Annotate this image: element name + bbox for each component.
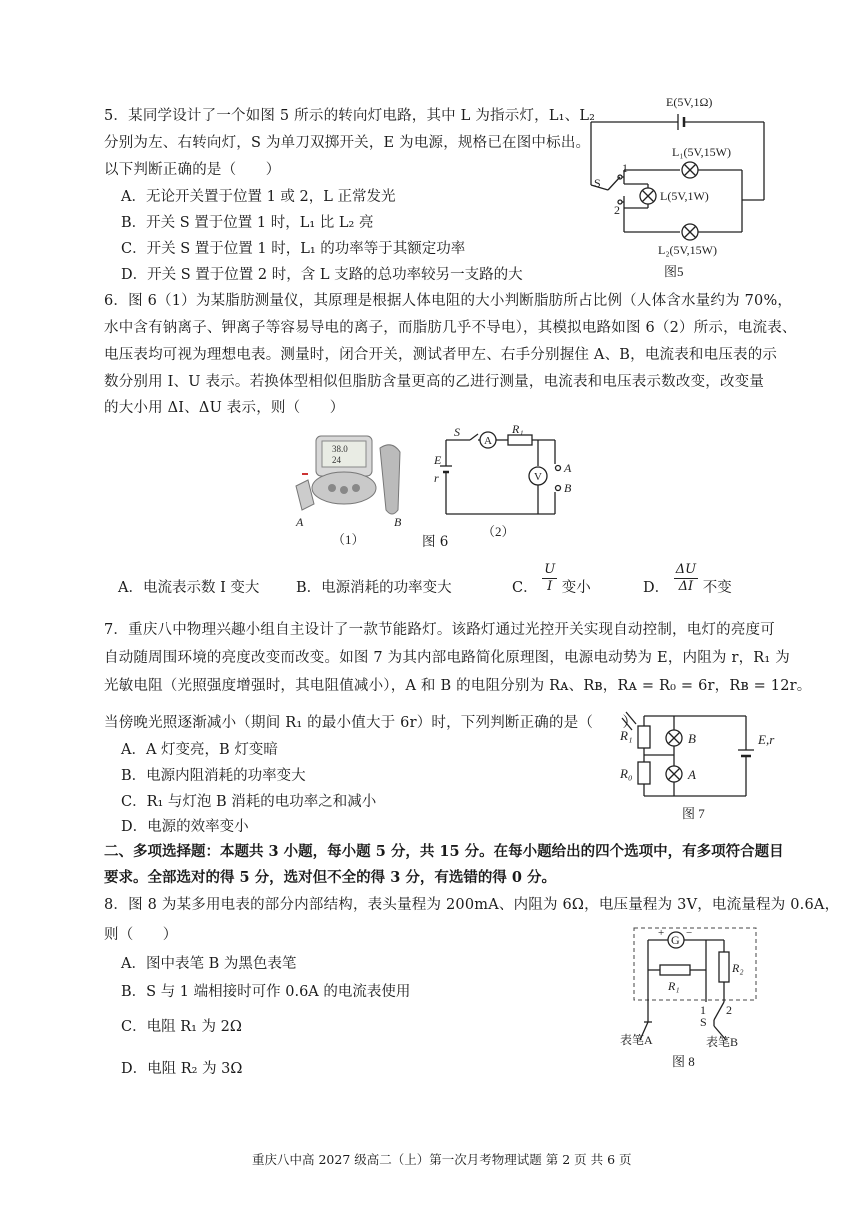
fig5-label-S: S xyxy=(594,176,601,190)
fig5-label-E: E(5V,1Ω) xyxy=(666,95,713,109)
fig6-ammeter: A xyxy=(484,435,492,447)
q7-option-d: D．电源的效率变小 xyxy=(121,819,249,835)
fig8-label-2: 2 xyxy=(726,1003,732,1017)
q6-line-4: 数分别用 I、U 表示。若换体型相似但脂肪含量更高的乙进行测量，电流表和电压表示数改变，改变量 xyxy=(104,374,765,390)
fig6-caption: 图 6 xyxy=(422,534,449,550)
fig6-label-A: A xyxy=(296,515,304,529)
q6-option-c-den: I xyxy=(547,579,553,594)
q8-option-a: A．图中表笔 B 为黑色表笔 xyxy=(121,956,297,972)
fig7-label-R0: R₀ xyxy=(620,766,633,781)
q8-line-2: 则（ ） xyxy=(104,927,178,943)
q6-option-d-num: ΔU xyxy=(675,562,697,577)
fig6-terminal-A: A xyxy=(564,461,572,475)
fig7-label-B: B xyxy=(688,731,696,746)
q7-option-c: C．R₁ 与灯泡 B 消耗的电功率之和减小 xyxy=(121,794,377,810)
fig6-label-r: r xyxy=(434,471,439,485)
q5-line-3: 以下判断正确的是（ ） xyxy=(104,162,281,178)
q6-option-c-suffix: 变小 xyxy=(561,580,591,596)
q6-option-d-den: ΔI xyxy=(678,579,694,594)
fig6-sub-1: （1） xyxy=(332,532,365,547)
fig8-label-S: S xyxy=(700,1015,707,1029)
fig8-label-R2: R₂ xyxy=(732,961,744,975)
q5-option-a: A．无论开关置于位置 1 或 2，L 正常发光 xyxy=(121,189,396,205)
fig8-label-1: 1 xyxy=(700,1003,706,1017)
fig7-caption: 图 7 xyxy=(682,806,705,821)
fig6-label-B: B xyxy=(394,515,402,529)
q6-option-d xyxy=(643,562,732,602)
fig8-label-G: G xyxy=(671,933,680,947)
q7-line-4: 当傍晚光照逐渐减小（期间 R₁ 的最小值大于 6r）时，下列判断正确的是（ ） xyxy=(104,715,638,731)
fig5-label-L: L(5V,1W) xyxy=(660,189,709,203)
q5-line-2: 分别为左、右转向灯，S 为单刀双掷开关，E 为电源，规格已在图中标出。 xyxy=(104,135,591,151)
q6-option-c-prefix: C． xyxy=(512,580,538,596)
q6-option-b: B．电源消耗的功率变大 xyxy=(296,580,452,596)
q6-option-a: A．电流表示数 I 变大 xyxy=(118,580,260,596)
fig6-terminal-B: B xyxy=(564,481,572,495)
fig6-voltmeter: V xyxy=(534,471,542,483)
device-display-1: 38.0 xyxy=(332,444,348,454)
fig5-label-L1: L₁(5V,15W) xyxy=(672,145,731,159)
q6-option-d-suffix: 不变 xyxy=(702,580,732,596)
q6-option-c xyxy=(512,562,591,602)
q5-option-d: D．开关 S 置于位置 2 时，含 L 支路的总功率较另一支路的大 xyxy=(121,267,523,283)
section-2-heading-2: 要求。全部选对的得 5 分，选对但不全的得 3 分，有选错的得 0 分。 xyxy=(104,869,557,886)
fig8-caption: 图 8 xyxy=(672,1054,695,1069)
figure-7-circuit xyxy=(616,706,796,826)
q7-option-a: A．A 灯变亮，B 灯变暗 xyxy=(121,742,278,758)
figure-5-circuit xyxy=(588,92,778,282)
q8-option-d: D．电阻 R₂ 为 3Ω xyxy=(121,1061,243,1077)
section-2-heading-1: 二、多项选择题：本题共 3 小题，每小题 5 分，共 15 分。在每小题给出的四个选项中，有多项符合题目 xyxy=(104,843,784,860)
q6-line-3: 电压表均可视为理想电表。测量时，闭合开关，测试者甲左、右手分别握住 A、B，电流表和电压表的示 xyxy=(104,347,778,363)
fig8-label-plus: + xyxy=(658,927,665,939)
figure-6-circuit xyxy=(430,424,580,550)
q7-line-3: 光敏电阻（光照强度增强时，其电阻值减小），A 和 B 的电阻分别为 Rᴀ、Rʙ，Rᴀ = R₀ = 6r，Rʙ = 12r。 xyxy=(104,678,812,694)
fig5-label-1: 1 xyxy=(622,161,628,175)
q6-option-d-prefix: D． xyxy=(643,580,670,596)
fig7-label-R1: R₁ xyxy=(620,728,633,743)
fig6-sub-2: （2） xyxy=(482,524,515,539)
fig7-label-Er: E,r xyxy=(758,732,775,747)
q5-option-b: B．开关 S 置于位置 1 时，L₁ 比 L₂ 亮 xyxy=(121,215,374,231)
fig7-label-A: A xyxy=(688,767,696,782)
q6-line-5: 的大小用 ΔI、ΔU 表示，则（ ） xyxy=(104,400,345,416)
fig8-pen-B: 表笔B xyxy=(706,1035,739,1049)
q5-option-c: C．开关 S 置于位置 1 时，L₁ 的功率等于其额定功率 xyxy=(121,241,466,257)
figure-8-circuit xyxy=(620,922,770,1072)
device-display-2: 24 xyxy=(332,455,341,465)
q7-line-1: 7．重庆八中物理兴趣小组自主设计了一款节能路灯。该路灯通过光控开关实现自动控制，电灯的亮度可 xyxy=(104,622,775,638)
q8-option-c: C．电阻 R₁ 为 2Ω xyxy=(121,1019,242,1035)
q8-line-1: 8．图 8 为某多用电表的部分内部结构，表头量程为 200mA、内阻为 6Ω，电压量程为 3V，电流量程为 0.6A， xyxy=(104,897,840,913)
q8-option-b: B．S 与 1 端相接时可作 0.6A 的电流表使用 xyxy=(121,984,411,1000)
fig8-label-minus: − xyxy=(686,927,693,939)
q6-option-c-num: U xyxy=(544,562,556,577)
fig5-caption: 图5 xyxy=(664,264,684,279)
fig6-label-S: S xyxy=(454,425,460,439)
figure-6-device xyxy=(288,430,428,550)
q7-option-b: B．电源内阻消耗的功率变大 xyxy=(121,768,306,784)
fig5-label-2: 2 xyxy=(614,203,620,217)
q6-line-2: 水中含有钠离子、钾离子等容易导电的离子，而脂肪几乎不导电），其模拟电路如图 6（2）所示，电流表、 xyxy=(104,320,797,336)
fig8-pen-A: 表笔A xyxy=(620,1033,653,1047)
q7-line-2: 自动随周围环境的亮度改变而改变。如图 7 为其内部电路简化原理图，电源电动势为 E，内阻为 r，R₁ 为 xyxy=(104,650,790,666)
fig8-label-R1: R₁ xyxy=(668,979,680,993)
fig6-label-E: E xyxy=(434,453,442,467)
fig5-label-L2: L₂(5V,15W) xyxy=(658,243,717,257)
page-footer: 重庆八中高 2027 级高二（上）第一次月考物理试题 第 2 页 共 6 页 xyxy=(252,1152,632,1167)
q6-line-1: 6．图 6（1）为某脂肪测量仪，其原理是根据人体电阻的大小判断脂肪所占比例（人体含水量约为 70%， xyxy=(104,293,793,309)
q5-line-1: 5．某同学设计了一个如图 5 所示的转向灯电路，其中 L 为指示灯，L₁、L₂ xyxy=(104,108,596,124)
fig6-label-R1: R₁ xyxy=(512,424,524,436)
